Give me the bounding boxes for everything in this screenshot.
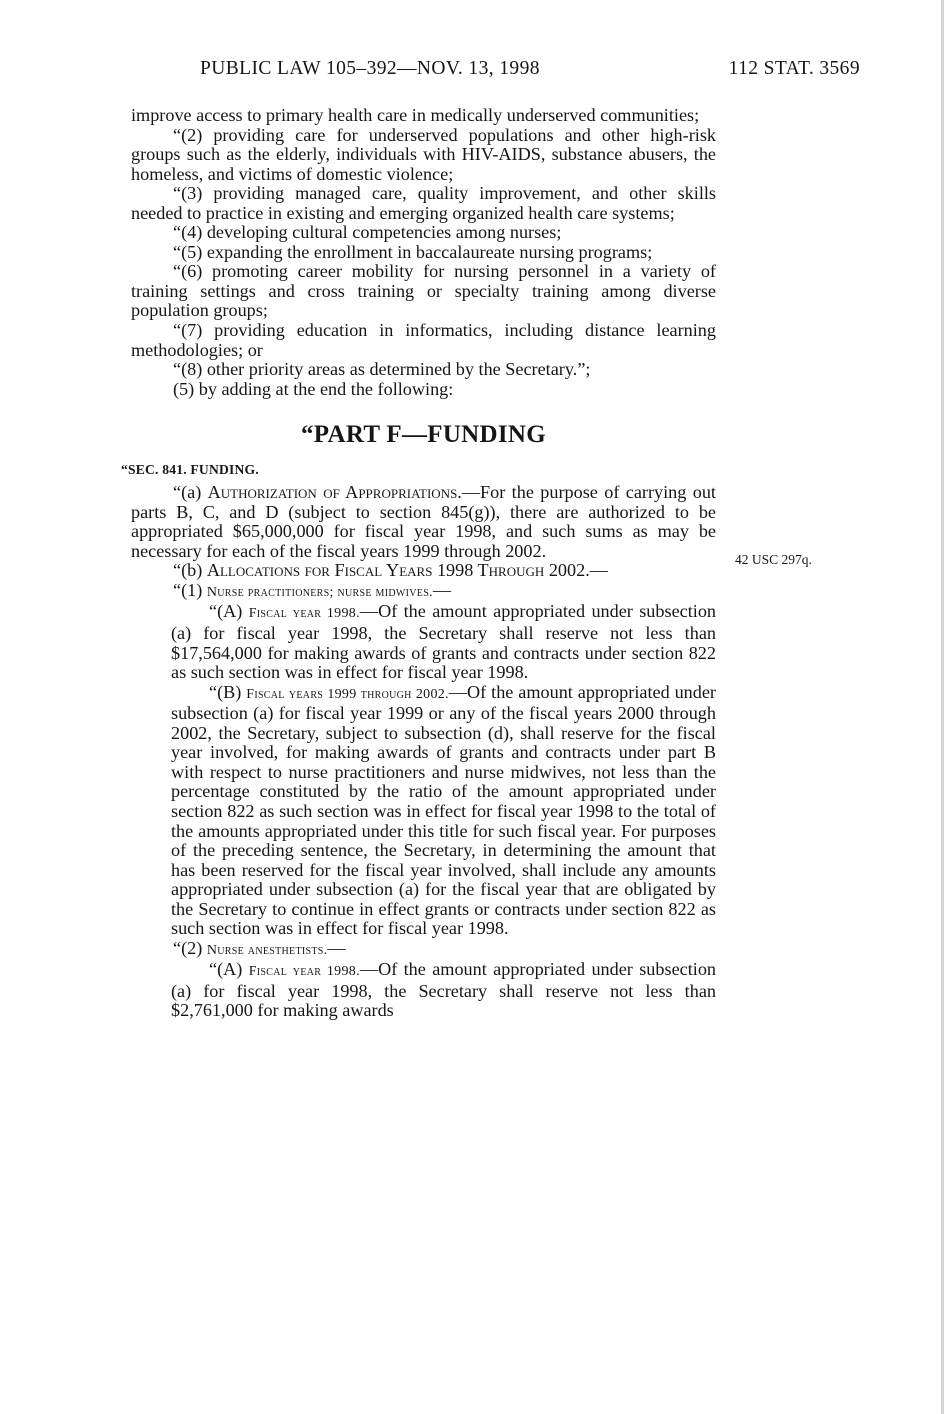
continued-paragraph: improve access to primary health care in medically underserved communities; [131, 105, 700, 125]
paragraph-b2-A-lead: “(A) [209, 959, 249, 980]
usc-margin-note: 42 USC 297q. [735, 552, 812, 567]
subsection-b-lead: “(b) [173, 560, 207, 581]
part-heading: “PART F—FUNDING [300, 421, 547, 449]
paragraph-b1 [131, 581, 716, 603]
paragraph-b1-lead: “(1) [173, 579, 207, 600]
list-item-8: “(8) other priority areas as determined by the Secretary.”; [173, 359, 591, 380]
subsection-b [131, 561, 716, 581]
list-item-2: “(2) providing care for underserved populations and other high-risk groups such as the elderly, individuals with HIV-AIDS, substance abusers, the homeless, and victims of domestic violence; [131, 124, 716, 184]
paragraph-b1-A-caption: Fiscal year 1998. [248, 606, 360, 622]
paragraph-b2-lead: “(2) [173, 937, 207, 958]
paragraph-b1-A-lead: “(A) [209, 601, 249, 622]
paragraph-b1-A-body: —Of the amount appropriated under subsection (a) for fiscal year 1998, the Secretary shall reserve not less than $17,564,000 for making awards of grants and contracts under section 822 as such section was in effect for fiscal year 1998. [171, 601, 717, 683]
list-item-3: “(3) providing managed care, quality improvement, and other skills needed to practice in existing and emerging organized health care systems; [131, 183, 716, 223]
list-item-5: “(5) expanding the enrollment in baccalaureate nursing programs; [173, 241, 653, 262]
subsection-b-dash: — [589, 560, 608, 581]
section-heading: “SEC. 841. FUNDING. [121, 462, 259, 478]
running-header [200, 58, 860, 86]
subsection-b-caption: Allocations for Fiscal Years 1998 Through 2002. [206, 560, 590, 581]
paragraph-b2-A [131, 960, 716, 1021]
paragraph-b1-B-body: —Of the amount appropriated under subsection (a) for fiscal year 1999 or any of the fiscal years 2000 through 2002, the Secretary, subject to subsection (d), shall reserve for the fiscal year involved, for making awards of grants and contracts under part B with respect to nurse practitioners and nurse midwives, not less than the percentage constituted by the ratio of the amount appropriated under section 822 as such section was in effect for fiscal year 1998 to the total of the amounts appropriated under this title for such fiscal year. For purposes of the preceding sentence, the Secretary, in determining the amount that has been reserved for the fiscal year involved, shall include any amounts appropriated under subsection (a) for the fiscal year that are obligated by the Secretary to continue in effect grants or contracts under section 822 as such section was in effect for fiscal year 1998. [171, 681, 716, 939]
paragraph-b1-B-caption: Fiscal years 1999 through 2002. [246, 686, 449, 702]
list-item-6: “(6) promoting career mobility for nursing personnel in a variety of training settings and cross training or specialty training among diverse population groups; [131, 261, 716, 321]
running-title: PUBLIC LAW 105–392—NOV. 13, 1998 [200, 58, 540, 79]
paragraph-b2-dash: — [327, 937, 346, 958]
page-body [121, 105, 717, 1021]
paragraph-b2-A-body: —Of the amount appropriated under subsection (a) for fiscal year 1998, the Secretary shall reserve not less than $2,761,000 for making awards [171, 959, 717, 1021]
amendment-5: (5) by adding at the end the following: [173, 378, 454, 399]
subsection-a [131, 483, 716, 561]
subsection-a-lead: “(a) [173, 482, 208, 503]
paragraph-b1-caption: Nurse practitioners; nurse midwives. [206, 584, 433, 600]
page-edge-shadow [941, 0, 944, 1414]
list-item-4: “(4) developing cultural competencies among nurses; [173, 222, 562, 243]
paragraph-b2-caption: Nurse anesthetists. [206, 942, 328, 958]
list-item-7: “(7) providing education in informatics, including distance learning methodologies; or [131, 320, 716, 360]
paragraph-b1-B [131, 683, 716, 939]
paragraph-b2-A-caption: Fiscal year 1998. [248, 964, 360, 980]
subsection-a-body: —For the purpose of carrying out parts B, C, and D (subject to section 845(g)), there are authorized to be appropriated $65,000,000 for fiscal year 1998, and such sums as may be necessary for each of the fiscal years 1999 through 2002. [131, 482, 716, 561]
paragraph-b1-B-lead: “(B) [209, 681, 247, 702]
paragraph-b2 [131, 939, 716, 961]
stat-page-number: 112 STAT. 3569 [728, 58, 860, 79]
paragraph-b1-dash: — [432, 579, 452, 600]
paragraph-b1-A [131, 602, 716, 682]
subsection-a-caption: Authorization of Appropriations. [207, 482, 462, 503]
